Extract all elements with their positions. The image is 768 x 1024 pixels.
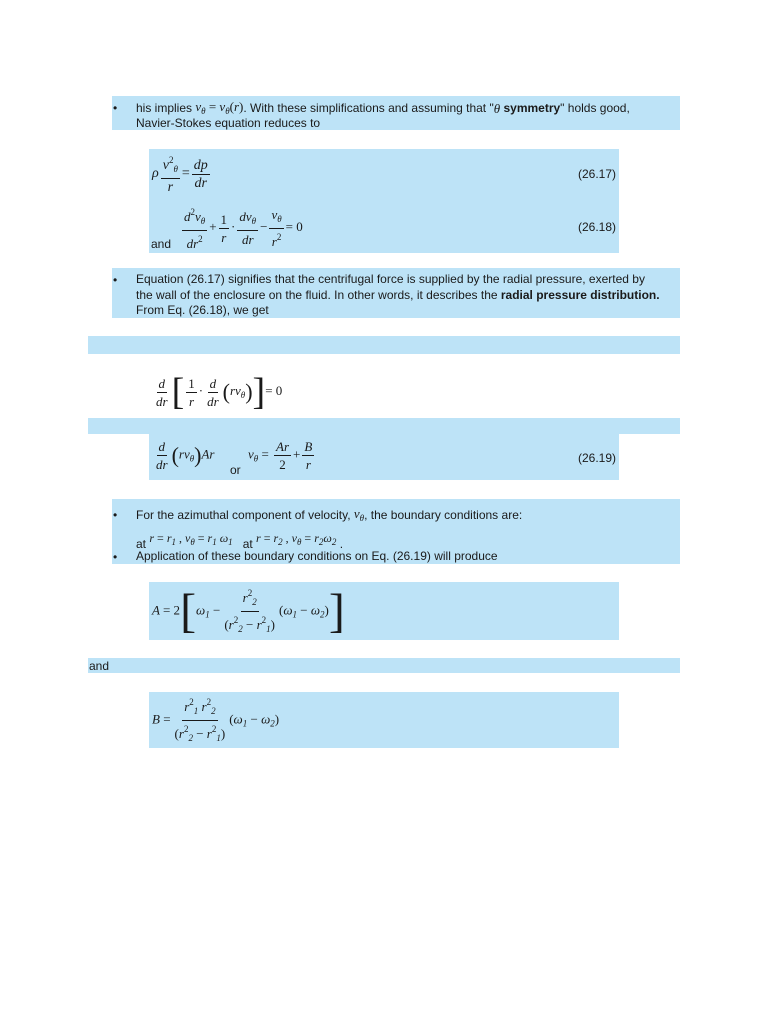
equation-number-26-18: (26.18) [578, 220, 617, 234]
equation-26-18: $\frac{d^2v_\theta}{dr^2}$ + $\frac{1}{r}$ · $\frac{dv_\theta}{dr}$ − $\frac{v_\theta}{r^2}$ = 0 [184, 207, 303, 251]
equation-26-19-right: $v_\theta$ = $\frac{Ar}{2}$ + $\frac{B}{r}$ [248, 439, 313, 472]
thin-band [88, 418, 680, 434]
paragraph-2-line-2: the wall of the enclosure on the fluid. In other words, it describes the radial pressure distribution. [136, 288, 660, 302]
bullet-1: • [113, 101, 118, 115]
equation-A: $A = 2[\omega_1$ − $\frac{r^2_2}{(r^2_2 - r^2_1)}$ $(\omega_1 - \omega_2)$] [152, 584, 345, 638]
and-band [88, 658, 680, 673]
and-label-2: and [89, 659, 110, 673]
equation-derivative: $\frac{d}{dr}$ [ $\frac{1}{r}$ · $\frac{d}{dr}$ $(rv_\theta)]= 0$ [156, 371, 283, 413]
equation-number-26-17: (26.17) [578, 167, 617, 181]
equation-B: B = $\frac{r^2_1 r^2_2}{(r^2_2 - r^2_1)}$ $(\omega_1 - \omega_2)$ [152, 697, 280, 743]
paragraph-1-line-2: Navier-Stokes equation reduces to [136, 116, 321, 130]
equation-box-2 [149, 434, 619, 480]
paragraph-3-line-1: For the azimuthal component of velocity, $v_\theta$, the boundary conditions are: [136, 506, 523, 523]
paragraph-3-line-3: Application of these boundary conditions on Eq. (26.19) will produce [136, 549, 498, 563]
math-bc-2: $r = r_2$ , $v_\theta = r_2\omega_2$ [256, 531, 337, 547]
bullet-2: • [113, 273, 118, 287]
bullet-3: • [113, 508, 118, 522]
math-bc-1: $r = r_1$ , $v_\theta = r_1$ $\omega_1$ [149, 531, 233, 547]
math-v-theta-of-r: $v_\theta = v_\theta(r)$ [195, 99, 244, 116]
equation-26-19-left: $\frac{d}{dr}$ $(rv_\theta)Ar$ [156, 439, 215, 472]
paragraph-2-line-3: From Eq. (26.18), we get [136, 303, 269, 317]
paragraph-2-line-1: Equation (26.17) signifies that the centrifugal force is supplied by the radial pressure, exerted by [136, 272, 645, 286]
equation-26-17: ρ $\frac{v^2_\theta}{r}$ = $\frac{dp}{dr}$ [152, 155, 208, 195]
blank-band [88, 336, 680, 354]
and-label-1: and [151, 237, 172, 251]
equation-number-26-19: (26.19) [578, 451, 617, 465]
or-label: or [230, 463, 241, 477]
paragraph-1-line-1: his implies $v_\theta = v_\theta(r)$. With these simplifications and assuming that "θ symmetry" holds good, [136, 99, 630, 116]
bullet-4: • [113, 550, 118, 564]
paragraph-3-line-2: at $r = r_1$ , $v_\theta = r_1$ $\omega_1$ at $r = r_2$ , $v_\theta = r_2\omega_2$ . [136, 531, 344, 551]
